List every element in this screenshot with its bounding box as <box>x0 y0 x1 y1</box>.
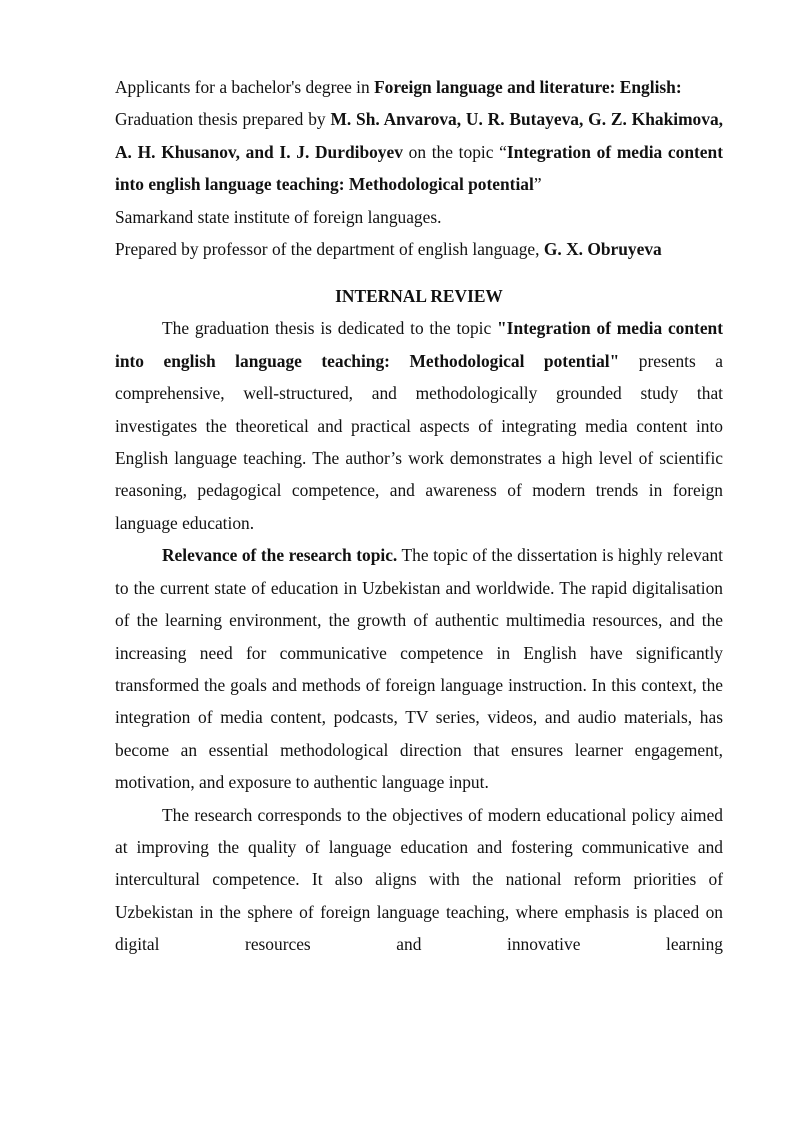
prepared-prefix: Prepared by professor of the department of english language, <box>115 239 544 260</box>
intro-prefix: The graduation thesis is dedicated to the topic <box>162 318 498 339</box>
relevance-heading: Relevance of the research topic. <box>162 545 398 566</box>
thesis-topic: Integration of media content into english language teaching: Methodological potential <box>115 141 723 195</box>
thesis-authors: M. Sh. Anvarova, U. R. Butayeva, G. Z. Khakimova, A. H. Khusanov, and I. J. Durdiboyev <box>115 109 723 162</box>
intro-topic: "Integration of media content into english language teaching: Methodological potential" <box>115 318 723 371</box>
review-paragraph-intro <box>115 312 723 539</box>
review-title: INTERNAL REVIEW <box>335 286 503 307</box>
applicants-prefix: Applicants for a bachelor's degree in <box>115 77 375 97</box>
relevance-body: The topic of the dissertation is highly relevant to the current state of education in Uzbekistan and worldwide. The rapid digitalisation of the learning environment, the growth of authentic multimedia resources, and the increasing need for communicative competence in English have significantly transformed the goals and methods of foreign language instruction. In this context, the integration of media content, podcasts, TV series, videos, and audio materials, has become an essential methodological direction that ensures learner engagement, motivation, and exposure to authentic language input. <box>115 545 724 793</box>
topic-suffix: ” <box>533 174 542 195</box>
degree-program: Foreign language and literature: English: <box>374 77 682 97</box>
review-paragraph-relevance <box>115 539 723 798</box>
review-paragraph-policy: The research corresponds to the objectives of modern educational policy aimed at improving the quality of language education and fostering communicative and intercultural competence. It also aligns with the national reform priorities of Uzbekistan in the sphere of foreign language teaching, where emphasis is placed on digital resources and innovative learning <box>115 804 723 955</box>
intro-body: presents a comprehensive, well-structured, and methodologically grounded study that investigates the theoretical and practical aspects of integrating media content into English language teaching. The author’s work demonstrates a high level of scientific reasoning, pedagogical competence, and awareness of modern trends in foreign language education. <box>115 350 723 533</box>
reviewer-name: G. X. Obruyeva <box>543 239 662 260</box>
institute-line: Samarkand state institute of foreign languages. <box>115 206 442 227</box>
thesis-line <box>115 103 723 200</box>
document-page <box>115 71 723 961</box>
thesis-prefix: Graduation thesis prepared by <box>115 109 331 130</box>
prepared-by-line <box>115 233 723 265</box>
topic-prefix: on the topic “ <box>402 141 507 162</box>
applicants-line <box>115 71 723 103</box>
